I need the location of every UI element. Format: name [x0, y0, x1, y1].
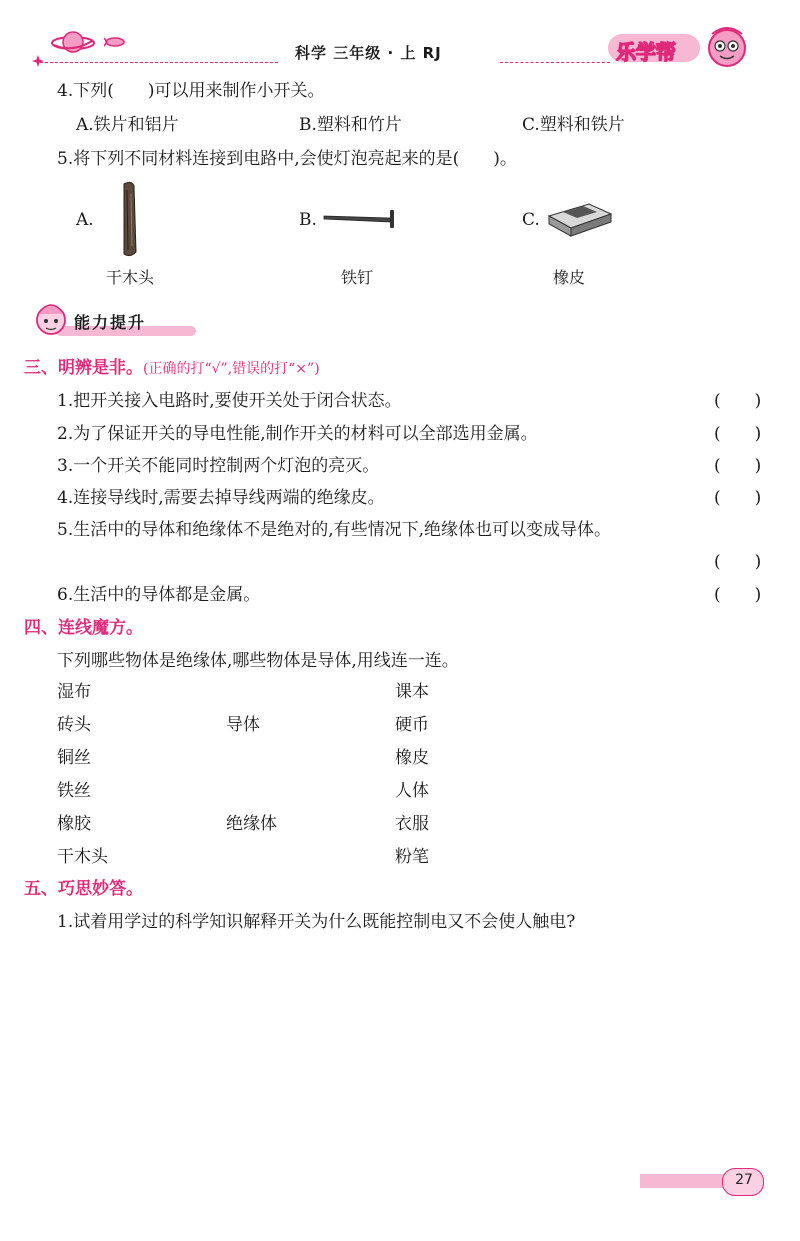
brand-logo: [608, 30, 758, 70]
left-item-6[interactable]: 干木头: [57, 847, 108, 867]
answer-paren-2[interactable]: ( ): [714, 424, 762, 444]
page-footer: [640, 1168, 770, 1198]
section-3-note: (正确的打“√”,错误的打“×”): [143, 361, 320, 377]
question-4-option-c: C.塑料和铁片: [522, 115, 625, 135]
left-item-1[interactable]: 湿布: [57, 682, 91, 702]
question-4-option-a: A.铁片和铝片: [76, 115, 179, 135]
ability-banner: [30, 296, 200, 344]
right-item-2[interactable]: 硬币: [395, 715, 429, 735]
rocket-icon: [104, 34, 126, 50]
iron-nail-image: [322, 206, 402, 232]
section-4-instruction: 下列哪些物体是绝缘体,哪些物体是导体,用线连一连。: [57, 651, 459, 671]
question-5-caption-a: 干木头: [105, 268, 154, 287]
judge-item-3: 3.一个开关不能同时控制两个灯泡的亮灭。: [57, 456, 380, 476]
header-divider-left: [40, 62, 278, 63]
judge-item-4: 4.连接导线时,需要去掉导线两端的绝缘皮。: [57, 488, 385, 508]
right-item-4[interactable]: 人体: [395, 781, 429, 801]
page-header: [0, 0, 800, 72]
answer-paren-1[interactable]: ( ): [714, 391, 762, 411]
ability-banner-label: 能力提升: [74, 313, 147, 332]
middle-item-conductor[interactable]: 导体: [226, 715, 260, 735]
judge-item-1: 1.把开关接入电路时,要使开关处于闭合状态。: [57, 391, 402, 411]
section-5-question-1: 1.试着用学过的科学知识解释开关为什么既能控制电又不会使人触电?: [57, 912, 576, 932]
left-item-5[interactable]: 橡胶: [57, 814, 91, 834]
question-5-option-c-letter: C.: [522, 210, 540, 230]
header-divider-right: [500, 62, 610, 63]
left-item-4[interactable]: 铁丝: [57, 781, 91, 801]
answer-paren-3[interactable]: ( ): [714, 456, 762, 476]
question-5-caption-b: 铁钉: [340, 268, 373, 287]
section-4-title: 四、连线魔方。: [24, 618, 143, 638]
right-item-5[interactable]: 衣服: [395, 814, 429, 834]
left-item-3[interactable]: 铜丝: [57, 748, 91, 768]
question-4-stem: 4.下列( )可以用来制作小开关。: [57, 81, 325, 101]
question-5-caption-c: 橡皮: [552, 268, 585, 287]
mascot-girl-icon: [32, 298, 70, 340]
judge-item-5: 5.生活中的导体和绝缘体不是绝对的,有些情况下,绝缘体也可以变成导体。: [57, 520, 612, 540]
section-5-title: 五、巧思妙答。: [24, 879, 143, 899]
question-5-stem: 5.将下列不同材料连接到电路中,会使灯泡亮起来的是( )。: [57, 149, 517, 169]
section-3-heading: 三、明辨是非。: [24, 358, 143, 378]
judge-item-6: 6.生活中的导体都是金属。: [57, 585, 261, 605]
section-3-title: [24, 357, 320, 380]
planet-icon: [50, 28, 96, 58]
dry-wood-image: [114, 180, 144, 260]
left-item-2[interactable]: 砖头: [57, 715, 91, 735]
page-number: 27: [735, 1172, 753, 1188]
right-item-1[interactable]: 课本: [395, 682, 429, 702]
page-title: 科学 三年级 · 上 RJ: [295, 44, 442, 62]
answer-paren-5[interactable]: ( ): [714, 552, 762, 572]
judge-item-2: 2.为了保证开关的导电性能,制作开关的材料可以全部选用金属。: [57, 424, 538, 444]
question-5-option-a-letter: A.: [76, 210, 94, 230]
answer-area[interactable]: [57, 940, 757, 1160]
eraser-image: [543, 196, 615, 240]
question-5-option-b-letter: B.: [299, 210, 317, 230]
middle-item-insulator[interactable]: 绝缘体: [226, 814, 277, 834]
small-star-icon: [32, 55, 44, 67]
right-item-6[interactable]: 粉笔: [395, 847, 429, 867]
answer-paren-6[interactable]: ( ): [714, 585, 762, 605]
right-item-3[interactable]: 橡皮: [395, 748, 429, 768]
brand-name: 乐学帮: [616, 40, 676, 64]
mascot-icon: [700, 24, 754, 70]
question-4-option-b: B.塑料和竹片: [299, 115, 402, 135]
answer-paren-4[interactable]: ( ): [714, 488, 762, 508]
